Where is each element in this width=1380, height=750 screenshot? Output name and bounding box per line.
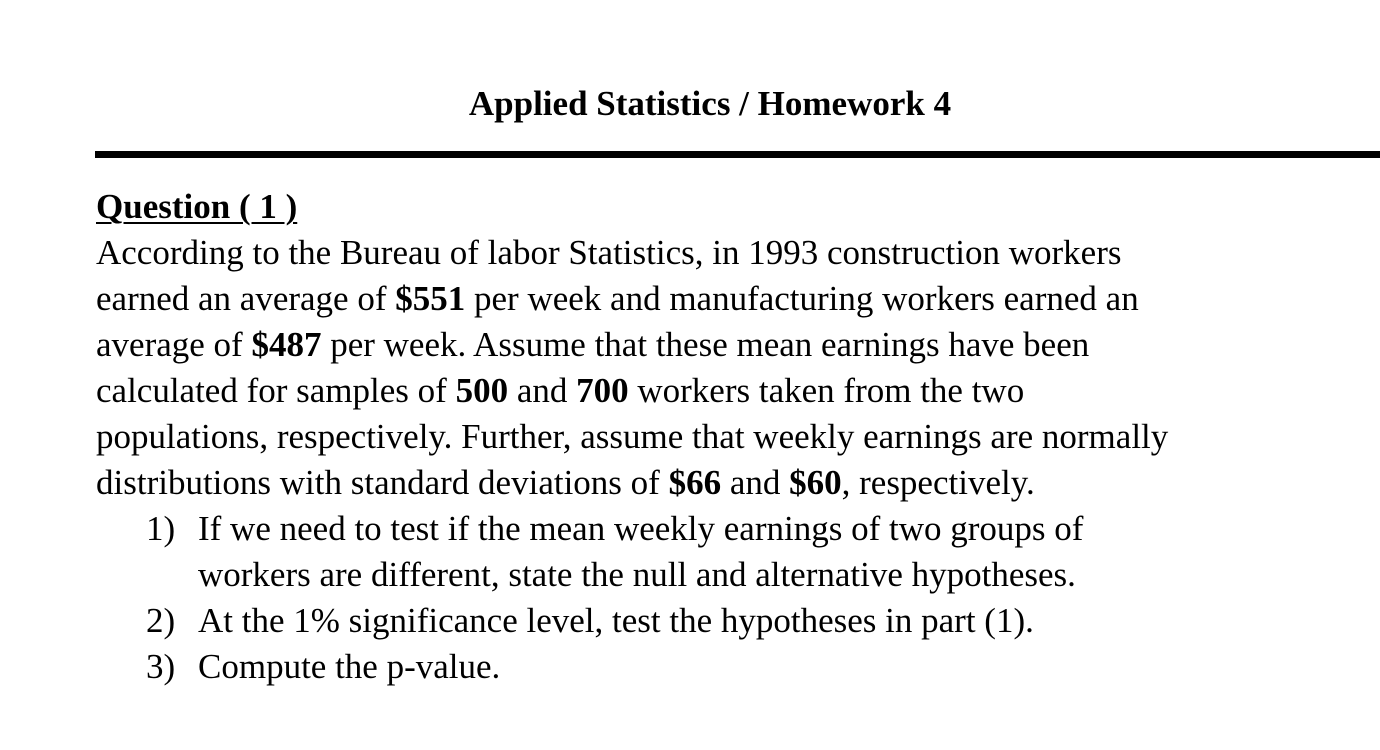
question-text: per week. Assume that these mean earnings have been [321, 325, 1090, 364]
question-text-line [96, 230, 1366, 276]
title-divider [95, 151, 1380, 158]
question-text-line [96, 414, 1366, 460]
question-text: distributions with standard deviations of [96, 463, 669, 502]
question-text: average of [96, 325, 252, 364]
question-text: populations, respectively. Further, assume that weekly earnings are normally [96, 417, 1169, 456]
question-text-line [96, 368, 1366, 414]
question-body [96, 230, 1366, 506]
question-part-number: 2) [146, 601, 176, 640]
question-text: and [508, 371, 577, 410]
question-part [96, 644, 1366, 690]
question-text: earned an average of [96, 279, 396, 318]
question-part-text: At the 1% significance level, test the hypotheses in part (1). [198, 601, 1034, 640]
question-text-line [96, 460, 1366, 506]
question-part [96, 506, 1366, 598]
question-text: According to the Bureau of labor Statistics, in 1993 construction workers [96, 233, 1122, 272]
question-text: per week and manufacturing workers earned an [465, 279, 1139, 318]
question-text-line [96, 322, 1366, 368]
question-part-number: 1) [146, 509, 176, 548]
question-text: calculated for samples of [96, 371, 456, 410]
question-value: $551 [395, 279, 466, 318]
question-part-text: Compute the p-value. [198, 647, 501, 686]
question-value: 500 [455, 371, 509, 410]
question-text: workers taken from the two [628, 371, 1025, 410]
question-text-line [96, 276, 1366, 322]
question-part-text: If we need to test if the mean weekly earnings of two groups of [198, 509, 1084, 548]
question-part-number: 3) [146, 647, 176, 686]
page-title: Applied Statistics / Homework 4 [468, 84, 952, 123]
question-value: $66 [668, 463, 722, 502]
question-part [96, 598, 1366, 644]
question-value: $60 [789, 463, 842, 502]
question-value: $487 [251, 325, 322, 364]
question-text: , respectively. [841, 463, 1035, 502]
question-value: 700 [576, 371, 629, 410]
question-parts-list [96, 506, 1366, 690]
question-heading: Question ( 1 ) [96, 187, 298, 226]
question-block [96, 184, 1366, 690]
question-part-text: workers are different, state the null and alternative hypotheses. [198, 555, 1076, 594]
question-text: and [721, 463, 790, 502]
